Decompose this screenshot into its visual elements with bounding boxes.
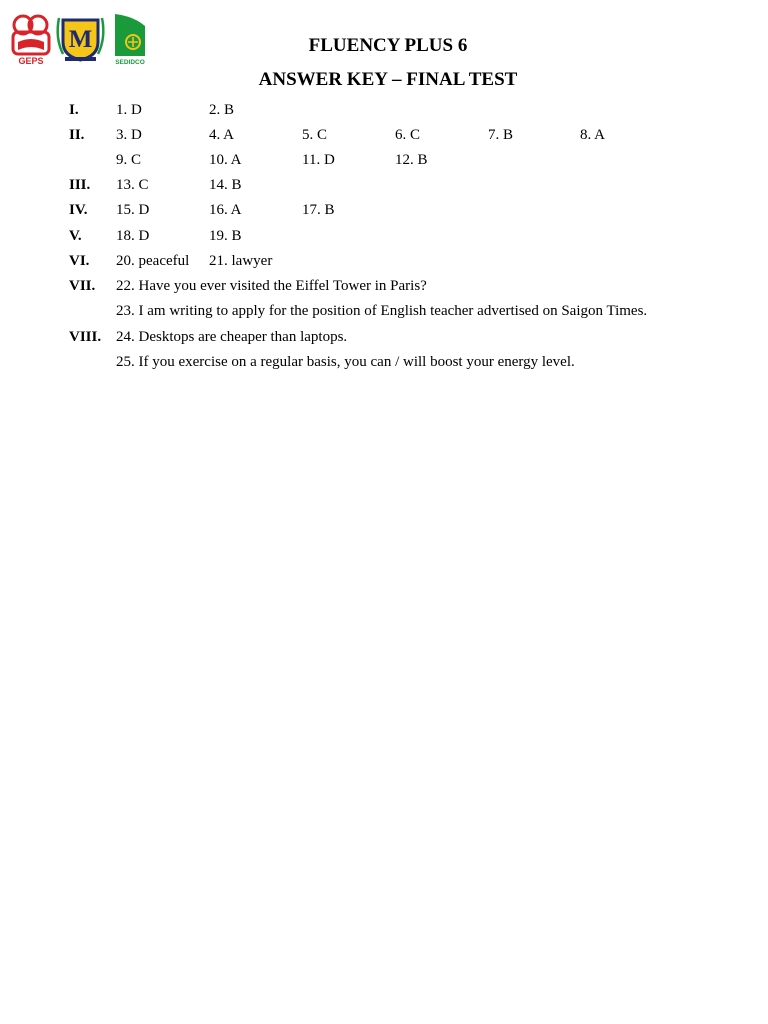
answer-row [0,100,768,120]
section-number: VIII. [69,329,102,345]
section-number: V. [69,228,82,244]
answer-item: 15. D [116,202,150,218]
answer-item: 22. Have you ever visited the Eiffel Tower in Paris? [116,278,427,294]
section-number: IV. [69,202,88,218]
section-number: II. [69,127,85,143]
answer-item: 5. C [302,127,328,143]
answer-item: 18. D [116,228,150,244]
answer-item: 11. D [302,152,335,168]
answer-item: 3. D [116,127,142,143]
answer-item: 2. B [209,102,235,118]
answer-row [0,175,768,195]
answer-item: 1. D [116,102,142,118]
section-number: VI. [69,253,90,269]
answer-row [0,125,768,145]
answer-item: 12. B [395,152,428,168]
section-number: I. [69,102,79,118]
answer-item: 25. If you exercise on a regular basis, you can / will boost your energy level. [116,354,575,370]
answer-item: 17. B [302,202,335,218]
document-subtitle: ANSWER KEY – FINAL TEST [258,69,518,90]
answer-item: 8. A [580,127,606,143]
answer-row [0,327,768,347]
answer-row [0,251,768,271]
answer-item: 23. I am writing to apply for the position of English teacher advertised on Saigon Times. [116,303,648,319]
answer-item: 16. A [209,202,242,218]
answer-item: 4. A [209,127,235,143]
answer-row [0,200,768,220]
answer-row [0,226,768,246]
answer-item: 24. Desktops are cheaper than laptops. [116,329,348,345]
answer-row [0,150,768,170]
section-number: VII. [69,278,96,294]
answer-row [0,301,768,321]
geps-logo-text: GEPS [18,56,44,66]
answer-item: 21. lawyer [209,253,273,269]
answer-item: 6. C [395,127,421,143]
answer-item: 9. C [116,152,142,168]
document-title: FLUENCY PLUS 6 [308,35,468,56]
answer-row [0,352,768,372]
answer-item: 10. A [209,152,242,168]
answer-item: 19. B [209,228,242,244]
answer-item: 14. B [209,177,242,193]
sedidco-logo-text: SEDIDCO [115,59,145,66]
answer-item: 13. C [116,177,149,193]
answer-row [0,276,768,296]
answer-item: 20. peaceful [116,253,190,269]
m-logo-letter: M [68,26,93,53]
answer-item: 7. B [488,127,514,143]
section-number: III. [69,177,91,193]
